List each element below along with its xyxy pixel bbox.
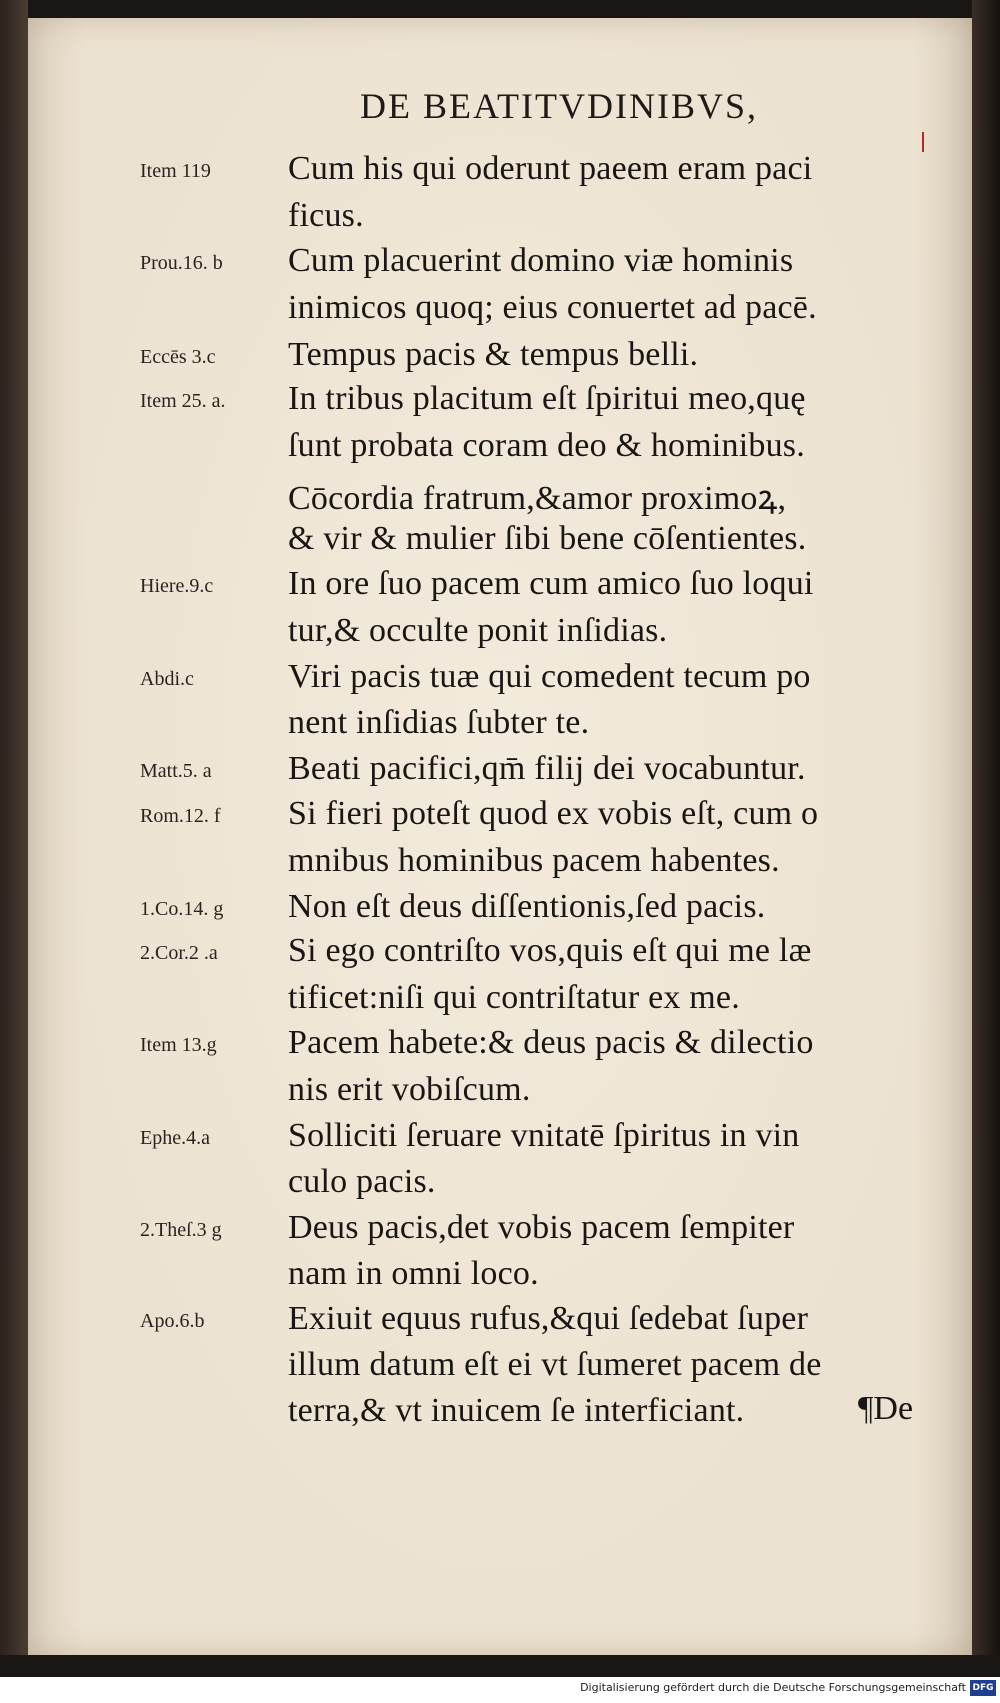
scan-border-top [0,0,1000,18]
marginal-reference: Item 13.g [140,1034,217,1056]
text-line: illum datum eſt ei vt ſumeret pacem de [288,1346,822,1383]
text-line: mnibus hominibus pacem habentes. [288,842,780,879]
text-line: Cōcordia fratrum,&amor proximoꝝ, [288,480,787,517]
text-line: Pacem habete:& deus pacis & dilectio [288,1024,814,1061]
text-line: tur,& occulte ponit inſidias. [288,612,668,649]
text-line: Si fieri poteſt quod ex vobis eſt, cum o [288,795,819,832]
scan-border-right [972,0,1000,1672]
text-line: Si ego contriſto vos,quis eſt qui me læ [288,932,812,969]
text-line: Solliciti ſeruare vnitatē ſpiritus in vin [288,1117,800,1154]
marginal-reference: Ephe.4.a [140,1127,210,1149]
marginal-reference: 2.Theſ.3 g [140,1219,222,1241]
text-line: terra,& vt inuicem ſe interficiant. [288,1392,745,1429]
marginal-reference: Matt.5. a [140,760,212,782]
text-line: In ore ſuo pacem cum amico ſuo loqui [288,565,814,602]
text-line: Exiuit equus rufus,&qui ſedebat ſuper [288,1300,809,1337]
catchword: ¶De [858,1390,914,1427]
scan-border-left [0,0,28,1672]
marginal-reference: Eccēs 3.c [140,346,216,368]
text-line: nam in omni loco. [288,1255,539,1292]
marginal-reference: Item 119 [140,160,211,182]
text-line: Cum placuerint domino viæ hominis [288,242,794,279]
running-head: DE BEATITVDINIBVS, [360,86,758,126]
dfg-logo-icon: DFG [970,1680,996,1696]
text-line: nis erit vobiſcum. [288,1071,531,1108]
footer-bar [0,1677,1000,1703]
marginal-reference: 2.Cor.2 .a [140,942,218,964]
text-line: Deus pacis,det vobis pacem ſempiter [288,1209,795,1246]
marginal-reference: Hiere.9.c [140,575,214,597]
text-line: Cum his qui oderunt paeem eram paci [288,150,813,187]
text-line: Non eſt deus diſſentionis,ſed pacis. [288,888,766,925]
text-line: Viri pacis tuæ qui comedent tecum po [288,658,811,695]
marginal-reference: Apo.6.b [140,1310,205,1332]
text-line: inimicos quoq; eius conuertet ad pacē. [288,289,817,326]
text-line: ficus. [288,197,364,234]
marginal-reference: Abdi.c [140,668,194,690]
text-line: & vir & mulier ſibi bene cōſentientes. [288,520,807,557]
page-edge-mark [922,132,924,152]
text-line: In tribus placitum eſt ſpiritui meo,quę [288,380,806,417]
scan-border-bottom [0,1655,1000,1677]
funding-credit: Digitalisierung gefördert durch die Deutsche Forschungsgemeinschaft [580,1681,966,1694]
text-line: ſunt probata coram deo & hominibus. [288,427,805,464]
text-line: Beati pacifici,qm̄ filij dei vocabuntur. [288,750,806,787]
text-line: tificet:niſi qui contriſtatur ex me. [288,979,740,1016]
text-line: nent inſidias ſubter te. [288,704,590,741]
text-line: Tempus pacis & tempus belli. [288,336,699,373]
marginal-reference: Item 25. a. [140,390,226,412]
marginal-reference: Prou.16. b [140,252,223,274]
text-line: culo pacis. [288,1163,436,1200]
marginal-reference: Rom.12. f [140,805,221,827]
marginal-reference: 1.Co.14. g [140,898,224,920]
